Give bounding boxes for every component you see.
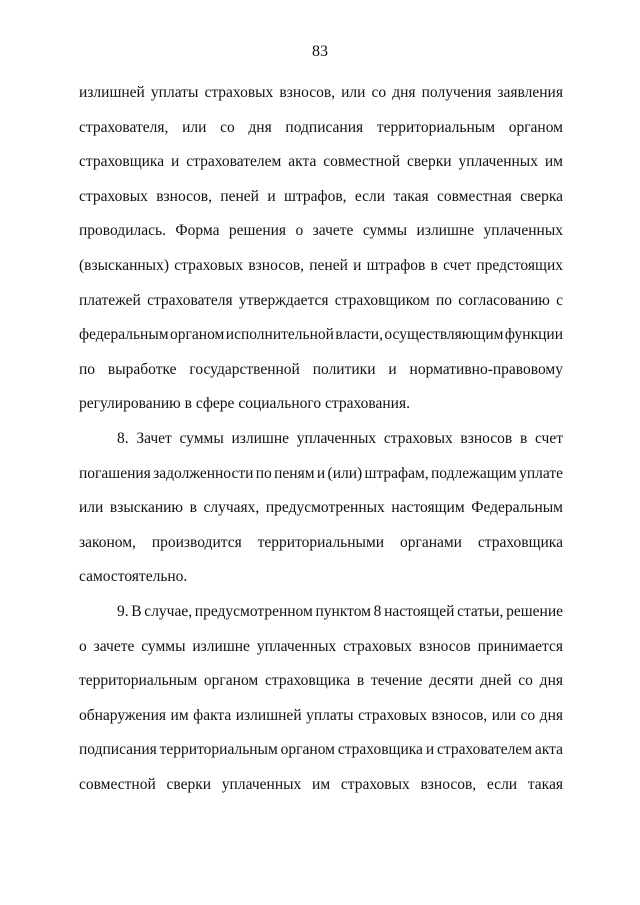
text-line: страховщика и страхователем акта совместной сверки уплаченных им xyxy=(79,153,563,171)
text-line: обнаружения им факта излишней уплаты страховых взносов, или со дня xyxy=(79,706,563,724)
text-line: совместной сверки уплаченных им страховых взносов, если такая xyxy=(79,775,563,793)
paragraph-continuation xyxy=(79,76,563,422)
text-line: федеральным органом исполнительной власти, осуществляющим функции xyxy=(79,326,563,344)
text-line: страховых взносов, пеней и штрафов, если такая совместная сверка xyxy=(79,187,563,205)
text-line: платежей страхователя утверждается страховщиком по согласованию с xyxy=(79,291,563,309)
text-line: о зачете суммы излишне уплаченных страховых взносов принимается xyxy=(79,637,563,655)
text-line: (взысканных) страховых взносов, пеней и штрафов в счет предстоящих xyxy=(79,256,563,274)
text-line: 9. В случае, предусмотренном пунктом 8 настоящей статьи, решение xyxy=(117,602,563,620)
text-line: по выработке государственной политики и нормативно-правовому xyxy=(79,360,563,378)
text-line: 8. Зачет суммы излишне уплаченных страховых взносов в счет xyxy=(117,429,563,447)
page-number: 83 xyxy=(312,43,328,60)
text-line: законом, производится территориальными органами страховщика xyxy=(79,533,563,551)
text-line: проводилась. Форма решения о зачете суммы излишне уплаченных xyxy=(79,222,563,240)
text-line: страхователя, или со дня подписания территориальным органом xyxy=(79,118,563,136)
text-line: самостоятельно. xyxy=(79,568,188,586)
paragraph-item-8 xyxy=(79,422,563,595)
text-line: подписания территориальным органом страховщика и страхователем акта xyxy=(79,741,563,759)
text-line: или взысканию в случаях, предусмотренных настоящим Федеральным xyxy=(79,499,563,517)
text-line: регулированию в сфере социального страхования. xyxy=(79,395,410,413)
text-line: излишней уплаты страховых взносов, или со дня получения заявления xyxy=(79,84,563,101)
paragraph-item-9 xyxy=(79,595,563,803)
text-line: погашения задолженности по пеням и (или) штрафам, подлежащим уплате xyxy=(79,464,563,482)
document-body xyxy=(79,76,563,802)
text-line: территориальным органом страховщика в течение десяти дней со дня xyxy=(79,672,563,690)
